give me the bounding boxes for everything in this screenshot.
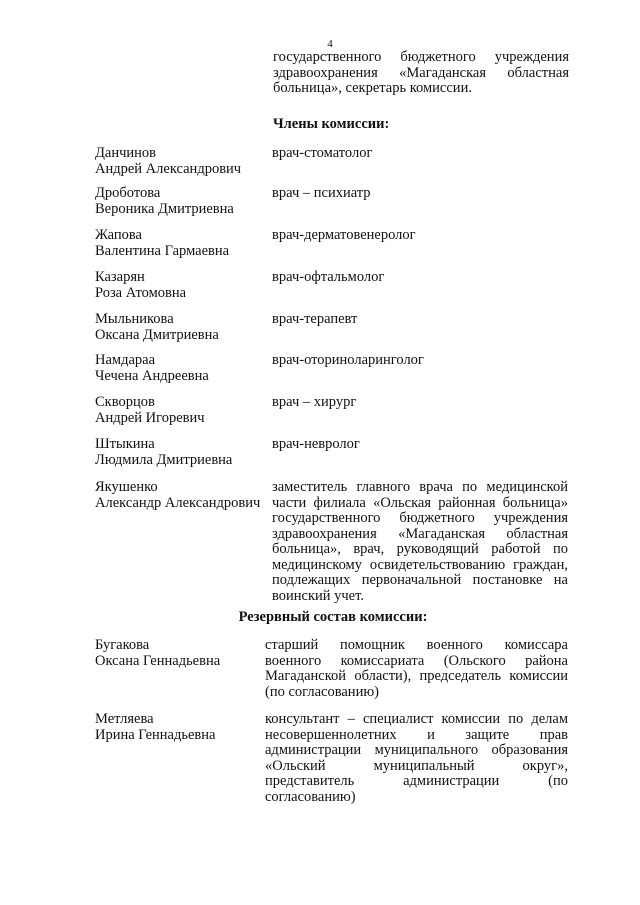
reserve-heading: Резервный состав комиссии: xyxy=(238,609,428,625)
member-role: врач-оториноларинголог xyxy=(272,352,424,368)
member-name xyxy=(95,437,275,468)
member-role: врач-терапевт xyxy=(272,311,358,327)
member-name xyxy=(95,638,275,669)
member-name xyxy=(95,146,275,177)
member-name xyxy=(95,353,275,384)
member-surname: Дроботова xyxy=(95,185,161,201)
member-role: врач-невролог xyxy=(272,436,360,452)
member-name xyxy=(95,270,275,301)
member-given-names: Ирина Геннадьевна xyxy=(95,726,216,743)
member-given-names: Андрей Александрович xyxy=(95,160,242,177)
member-given-names: Людмила Дмитриевна xyxy=(95,451,233,468)
members-heading: Члены комиссии: xyxy=(273,116,390,132)
member-role: врач-офтальмолог xyxy=(272,269,385,285)
member-given-names: Валентина Гармаевна xyxy=(95,242,230,259)
member-name xyxy=(95,395,275,426)
member-surname: Намдараа xyxy=(95,352,156,368)
member-given-names: Вероника Дмитриевна xyxy=(95,200,234,217)
member-surname: Якушенко xyxy=(95,479,158,495)
member-surname: Скворцов xyxy=(95,394,155,410)
member-name xyxy=(95,186,275,217)
member-surname: Мыльникова xyxy=(95,311,174,327)
member-name xyxy=(95,712,275,743)
member-role: старший помощник военного комиссара военного комиссариата (Ольского района Магаданской области), председатель комиссии (по согласованию) xyxy=(265,637,568,700)
member-given-names: Роза Атомовна xyxy=(95,284,187,301)
member-role: врач-дерматовенеролог xyxy=(272,227,416,243)
member-given-names: Андрей Игоревич xyxy=(95,409,205,426)
intro-paragraph: государственного бюджетного учреждения здравоохранения «Магаданская областная больница», секретарь комиссии. xyxy=(273,49,569,96)
member-role: врач – психиатр xyxy=(272,185,371,201)
member-given-names: Чечена Андреевна xyxy=(95,367,209,384)
member-role: врач – хирург xyxy=(272,394,357,410)
member-role: консультант – специалист комиссии по делам несовершеннолетних и защите прав администрации муниципального образования «Ольский муниципальный округ», представитель администрации (по согласованию) xyxy=(265,711,568,805)
member-role: заместитель главного врача по медицинской части филиала «Ольская районная больница» государственного бюджетного учреждения здравоохранения «Магаданская областная больница», врач, руководящий работой по медицинскому освидетельствованию граждан, подлежащих первоначальной постановке на воинский учет. xyxy=(272,479,568,604)
member-surname: Метляева xyxy=(95,711,154,727)
member-name xyxy=(95,228,275,259)
member-surname: Казарян xyxy=(95,269,145,285)
member-name xyxy=(95,312,275,343)
member-surname: Жапова xyxy=(95,227,142,243)
member-role: врач-стоматолог xyxy=(272,145,373,161)
member-given-names: Александр Александрович xyxy=(95,494,261,511)
member-given-names: Оксана Дмитриевна xyxy=(95,326,219,343)
page-number: 4 xyxy=(327,38,333,50)
member-surname: Штыкина xyxy=(95,436,155,452)
member-name xyxy=(95,480,275,511)
member-surname: Данчинов xyxy=(95,145,156,161)
member-given-names: Оксана Геннадьевна xyxy=(95,652,221,669)
member-surname: Бугакова xyxy=(95,637,150,653)
